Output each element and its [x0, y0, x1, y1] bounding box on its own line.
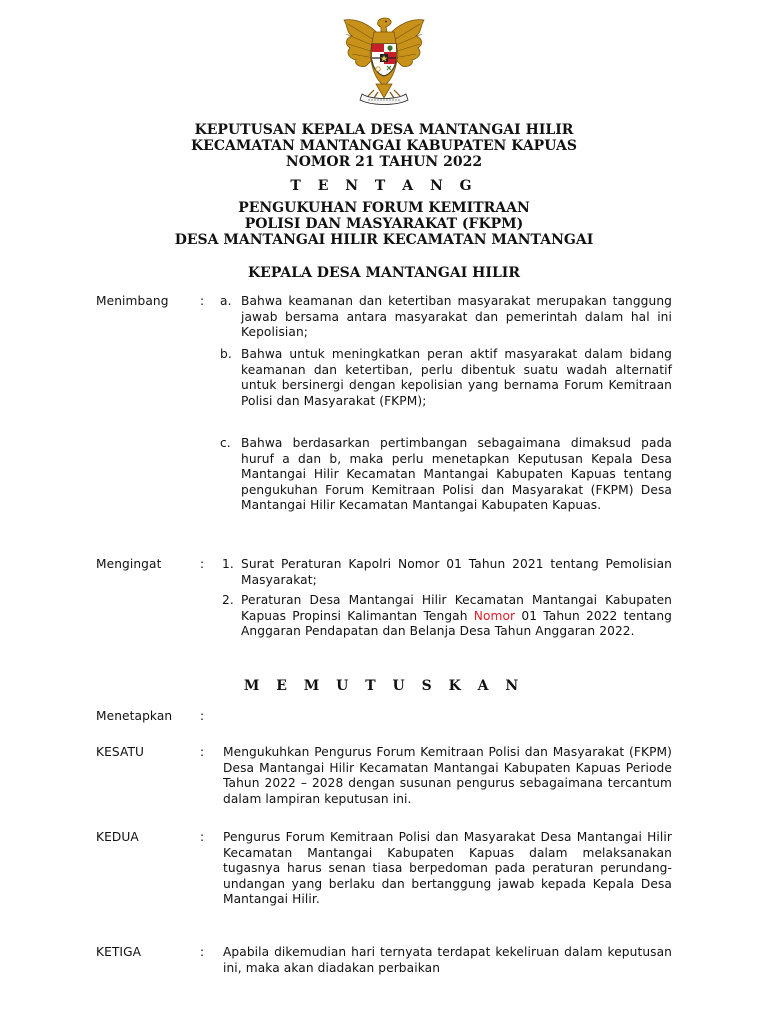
menimbang-marker-a: a. [220, 294, 232, 308]
menimbang-item-c: Bahwa berdasarkan pertimbangan sebagaimana dimaksud pada huruf a dan b, maka perlu menetapkan Keputusan Kepala Desa Mantangai Hilir Kecamatan Mantangai Kabupaten Kapuas tentang pengukuhan Forum Kemitraan Polisi dan Masyarakat (FKPM) Desa Mantangai Hilir Kecamatan Mantangai Kabupaten Kapuas. [241, 436, 672, 513]
decree-title-line-1: KEPUTUSAN KEPALA DESA MANTANGAI HILIR [194, 122, 574, 138]
mengingat-item-2 [241, 593, 672, 640]
menetapkan-label: Menetapkan [96, 709, 173, 723]
kesatu-colon: : [200, 745, 205, 759]
mengingat-marker-2: 2. [222, 593, 234, 607]
tentang-heading: T E N T A N G [290, 178, 478, 194]
highlighted-word: Nomor [473, 608, 516, 623]
ketiga-text: Apabila dikemudian hari ternyata terdapat kekeliruan dalam keputusan ini, maka akan diadakan perbaikan [223, 945, 672, 975]
decree-title-line-2: KECAMATAN MANTANGAI KABUPATEN KAPUAS [191, 138, 577, 154]
official-heading: KEPALA DESA MANTANGAI HILIR [248, 265, 520, 281]
menimbang-label: Menimbang [96, 294, 169, 308]
kedua-label: KEDUA [96, 830, 139, 844]
mengingat-marker-1: 1. [222, 557, 234, 571]
kedua-colon: : [200, 830, 205, 844]
mengingat-item-2-after: 01 Tahun 2022 tentang Anggaran Pendapatan dan Belanja Desa Tahun Anggaran 2022. [241, 608, 672, 639]
menetapkan-colon: : [200, 709, 205, 723]
kedua-text: Pengurus Forum Kemitraan Polisi dan Masyarakat Desa Mantangai Hilir Kecamatan Mantangai Kabupaten Kapuas dalam melaksanakan tugasnya harus senan tiasa berpedoman pada peraturan perundang-undangan yang berlaku dan bertanggung jawab kepada Kepala Desa Mantangai Hilir. [223, 830, 672, 907]
menimbang-colon: : [200, 294, 205, 308]
decree-number: NOMOR 21 TAHUN 2022 [285, 154, 483, 170]
garuda-emblem-icon [334, 14, 434, 114]
subject-line-2: POLISI DAN MASYARAKAT (FKPM) [244, 216, 524, 232]
ketiga-colon: : [200, 945, 205, 959]
mengingat-label: Mengingat [96, 557, 162, 571]
mengingat-colon: : [200, 557, 205, 571]
subject-line-3: DESA MANTANGAI HILIR KECAMATAN MANTANGAI [174, 232, 594, 248]
mengingat-item-1: Surat Peraturan Kapolri Nomor 01 Tahun 2021 tentang Pemolisian Masyarakat; [241, 557, 672, 587]
menimbang-item-a: Bahwa keamanan dan ketertiban masyarakat merupakan tanggung jawab bersama antara masyarakat dan pemerintah dalam hal ini Kepolisian; [241, 294, 672, 340]
menimbang-marker-c: c. [220, 436, 231, 450]
subject-line-1: PENGUKUHAN FORUM KEMITRAAN [238, 200, 530, 216]
menimbang-marker-b: b. [220, 347, 232, 361]
menimbang-item-b: Bahwa untuk meningkatkan peran aktif masyarakat dalam bidang keamanan dan ketertiban, perlu dibentuk suatu wadah alternatif untuk bersinergi dengan kepolisian yang bernama Forum Kemitraan Polisi dan Masyarakat (FKPM); [241, 347, 672, 408]
memutuskan-heading: M E M U T U S K A N [243, 678, 525, 694]
ketiga-label: KETIGA [96, 945, 142, 959]
kesatu-text: Mengukuhkan Pengurus Forum Kemitraan Polisi dan Masyarakat (FKPM) Desa Mantangai Hilir Kecamatan Mantangai Kabupaten Kapuas Periode Tahun 2022 – 2028 dengan susunan pengurus sebagaimana tercantum dalam lampiran keputusan ini. [223, 745, 672, 806]
kesatu-label: KESATU [96, 745, 145, 759]
mengingat-item-2-before: Peraturan Desa Mantangai Hilir Kecamatan Mantangai Kabupaten Kapuas Propinsi Kalimantan Tengah [241, 593, 672, 623]
